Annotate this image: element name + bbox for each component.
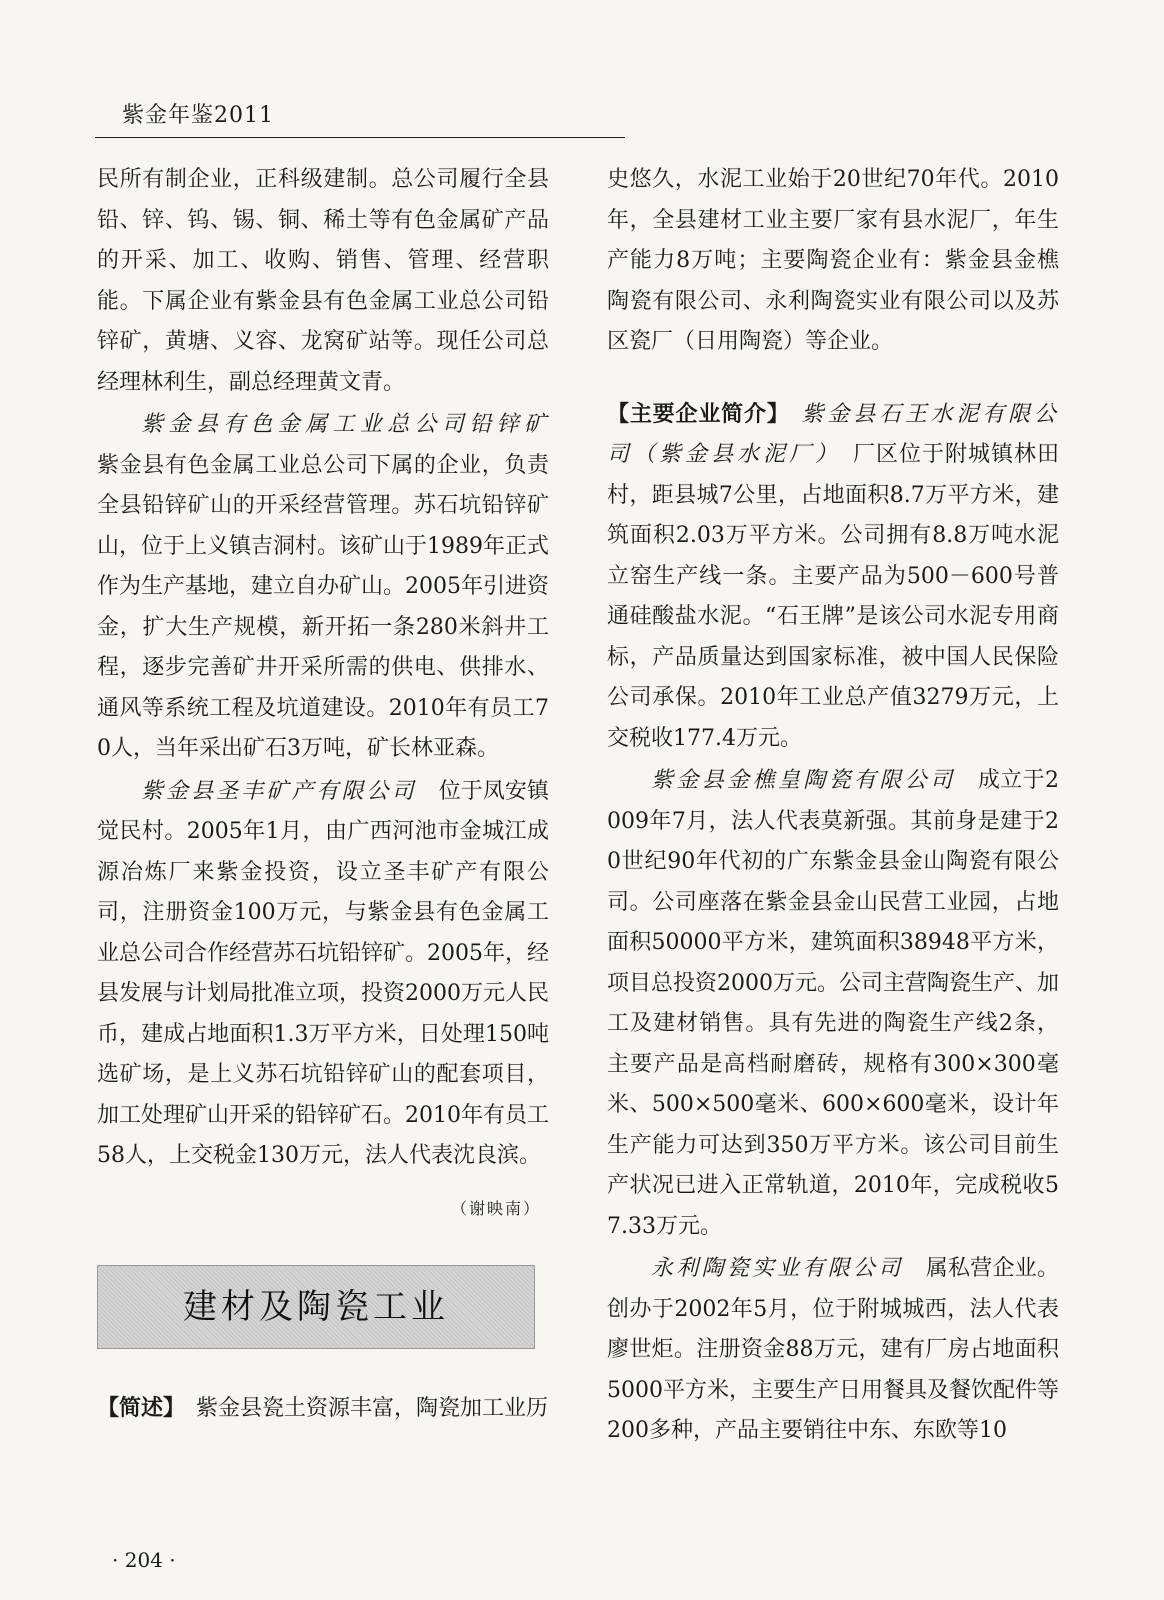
author-credit: （谢映南） xyxy=(450,1198,541,1218)
page-number: · 204 · xyxy=(112,1548,176,1572)
entry-body: 厂区位于附城镇林田村，距县城7公里，占地面积8.7万平方米，建筑面积2.03万平方米。公司拥有8.8万吨水泥立窑生产线一条。主要产品为500－600号普通硅酸盐水泥。“石王牌”是该公司水泥专用商标，产品质量达到国家标准，被中国人民保险公司承保。2010年工业总产值3279万元，上交税收177.4万元。 xyxy=(607,442,1059,751)
entry-body: 属私营企业。创办于2002年5月，位于附城城西，法人代表廖世炬。注册资金88万元，建有厂房占地面积5000平方米，主要生产日用餐具及餐饮配件等200多种，产品主要销往中东、东欧等10 xyxy=(607,1256,1059,1443)
entry-heading: 紫金县金樵皇陶瓷有限公司 xyxy=(651,768,956,793)
entry-heading: 永利陶瓷实业有限公司 xyxy=(651,1256,904,1281)
paragraph xyxy=(97,772,549,1177)
section-title: 建材及陶瓷工业 xyxy=(183,1286,449,1327)
summary-text: 紫金县瓷土资源丰富，陶瓷加工业历 xyxy=(196,1396,549,1421)
entry-body: 紫金县有色金属工业总公司下属的企业，负责全县铅锌矿山的开采经营管理。苏石坑铅锌矿山，位于上义镇吉洞村。该矿山于1989年正式作为生产基地，建立自办矿山。2005年引进资金，扩大生产规模，新开拓一条280米斜井工程，逐步完善矿井开采所需的供电、供排水、通风等系统工程及坑道建设。2010年有员工70人，当年采出矿石3万吨，矿长林亚森。 xyxy=(97,452,549,761)
entry-body: 成立于2009年7月，法人代表莫新强。其前身是建于20世纪90年代初的广东紫金县金山陶瓷有限公司。公司座落在紫金县金山民营工业园，占地面积50000平方米，建筑面积38948平方米，项目总投资2000万元。公司主营陶瓷生产、加工及建材销售。具有先进的陶瓷生产线2条，主要产品是高档耐磨砖，规格有300×300毫米、500×500毫米、600×600毫米，设计年生产能力可达到350万平方米。该公司目前生产状况已进入正常轨道，2010年，完成税收57.33万元。 xyxy=(607,768,1059,1239)
entry-body: 位于凤安镇觉民村。2005年1月，由广西河池市金城江成源冶炼厂来紫金投资，设立圣丰矿产有限公司，注册资金100万元，与紫金县有色金属工业总公司合作经营苏石坑铅锌矿。2005年，经县发展与计划局批准立项，投资2000万元人民币，建成占地面积1.3万平方米，日处理150吨选矿场，是上义苏石坑铅锌矿山的配套项目，加工处理矿山开采的铅锌矿石。2010年有员工58人，上交税金130万元，法人代表沈良滨。 xyxy=(97,778,549,1168)
section-banner xyxy=(97,1265,535,1349)
running-header: 紫金年鉴2011 xyxy=(122,103,274,128)
summary-label: 【简述】 xyxy=(97,1396,175,1421)
paragraph: 史悠久，水泥工业始于20世纪70年代。2010年，全县建材工业主要厂家有县水泥厂，年生产能力8万吨；主要陶瓷企业有：紫金县金樵陶瓷有限公司、永利陶瓷实业有限公司以及苏区瓷厂（日用陶瓷）等企业。 xyxy=(607,167,1059,354)
paragraph xyxy=(97,405,549,770)
entry-heading: 紫金县有色金属工业总公司铅锌矿 xyxy=(141,412,549,437)
entry-heading: 紫金县石王水泥有限公司（紫金县水泥厂） xyxy=(607,401,1059,467)
paragraph: 民所有制企业，正科级建制。总公司履行全县铅、锌、钨、锡、铜、稀土等有色金属矿产品的开采、加工、收购、销售、管理、经营职能。下属企业有紫金县有色金属工业总公司铅锌矿，黄塘、义容、龙窝矿站等。现任公司总经理林利生，副总经理黄文青。 xyxy=(97,167,549,395)
left-column xyxy=(97,160,549,1432)
right-column xyxy=(607,160,1059,1454)
section-label: 【主要企业简介】 xyxy=(607,401,779,427)
entry-heading: 紫金县圣丰矿产有限公司 xyxy=(141,778,417,804)
paragraph xyxy=(607,761,1059,1247)
paragraph xyxy=(607,395,1059,760)
paragraph xyxy=(607,1249,1059,1452)
header-rule xyxy=(95,137,625,138)
paragraph xyxy=(97,1389,549,1430)
